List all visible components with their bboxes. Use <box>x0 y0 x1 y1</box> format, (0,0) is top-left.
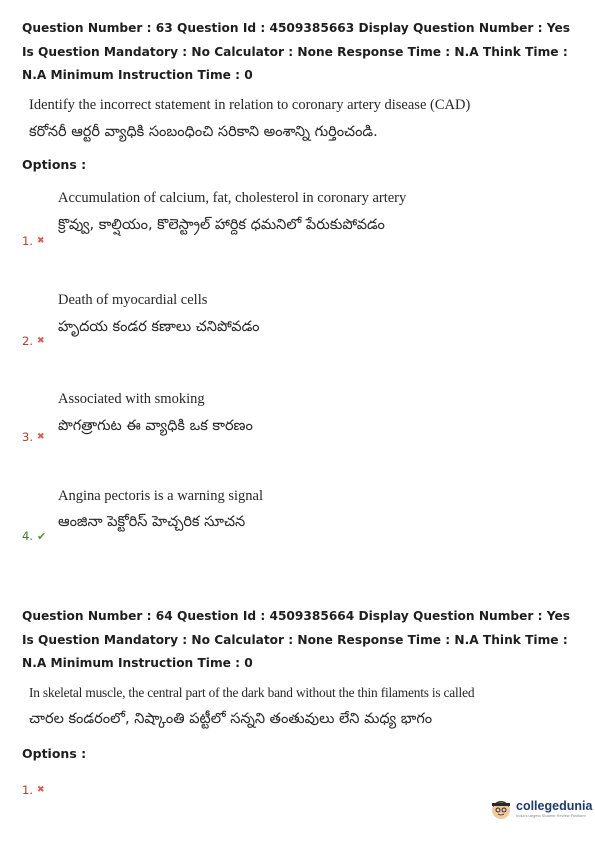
cross-icon: ✖ <box>36 236 45 246</box>
option-4-english: Angina pectoris is a warning signal <box>58 488 263 504</box>
option-1-telugu: క్రొవ్వు, కాల్షియం, కొలెస్ట్రాల్ హార్దిక ధమనిలో పేరుకుపోవడం <box>58 217 385 233</box>
option-4-telugu: ఆంజినా పెక్టోరిస్ హెచ్చరిక సూచన <box>58 514 246 530</box>
option-2-english: Death of myocardial cells <box>58 292 208 308</box>
question-header: Question Number : 64 Question Id : 4509385664 Display Question Number : Yes Is Question Mandatory : No Calculator : None Response Time : N.A Think Time : N.A Minimum Instruction Time : 0 <box>22 609 571 670</box>
cross-icon: ✖ <box>36 785 45 795</box>
brand-tagline: India's largest Student Review Platform <box>516 812 586 818</box>
cross-icon: ✖ <box>36 336 45 346</box>
option-3-telugu: పొగత్రాగుట ఈ వ్యాధికి ఒక కారణం <box>58 418 253 434</box>
cross-icon: ✖ <box>36 432 45 442</box>
option-number-text: 2. <box>22 334 33 348</box>
option-number-text: 1. <box>22 234 33 248</box>
option-1-english: Accumulation of calcium, fat, cholesterol in coronary artery <box>58 190 407 206</box>
brand-name: collegedunia <box>516 798 593 813</box>
logo-text <box>516 800 592 819</box>
option-2-telugu: హృదయ కండర కణాలు చనిపోవడం <box>58 319 260 335</box>
option-number-text: 4. <box>22 529 33 543</box>
option-1-number <box>22 234 45 248</box>
mascot-icon <box>490 798 512 820</box>
option-3-english: Associated with smoking <box>58 391 205 407</box>
question-text-english: Identify the incorrect statement in relation to coronary artery disease (CAD) <box>29 97 471 113</box>
question-text-telugu: చారల కండరంలో, నిష్కాంతి పట్టీలో సన్నని తంతువులు లేని మధ్య భాగం <box>29 711 433 727</box>
collegedunia-logo <box>490 798 592 820</box>
option-1-number <box>22 783 45 797</box>
question-header: Question Number : 63 Question Id : 4509385663 Display Question Number : Yes Is Question Mandatory : No Calculator : None Response Time : N.A Think Time : N.A Minimum Instruction Time : 0 <box>22 21 571 82</box>
question-text-english: In skeletal muscle, the central part of the dark band without the thin filaments is called <box>29 685 475 700</box>
option-4-number <box>22 529 46 543</box>
option-2-number <box>22 334 45 348</box>
option-3-number <box>22 430 45 444</box>
options-label: Options : <box>22 157 87 172</box>
option-number-text: 3. <box>22 430 33 444</box>
check-icon: ✔ <box>36 529 47 543</box>
option-number-text: 1. <box>22 783 33 797</box>
question-text-telugu: కరోనరీ ఆర్టరీ వ్యాధికి సంబంధించి సరికాని అంశాన్ని గుర్తించండి. <box>29 124 378 140</box>
options-label: Options : <box>22 746 87 761</box>
